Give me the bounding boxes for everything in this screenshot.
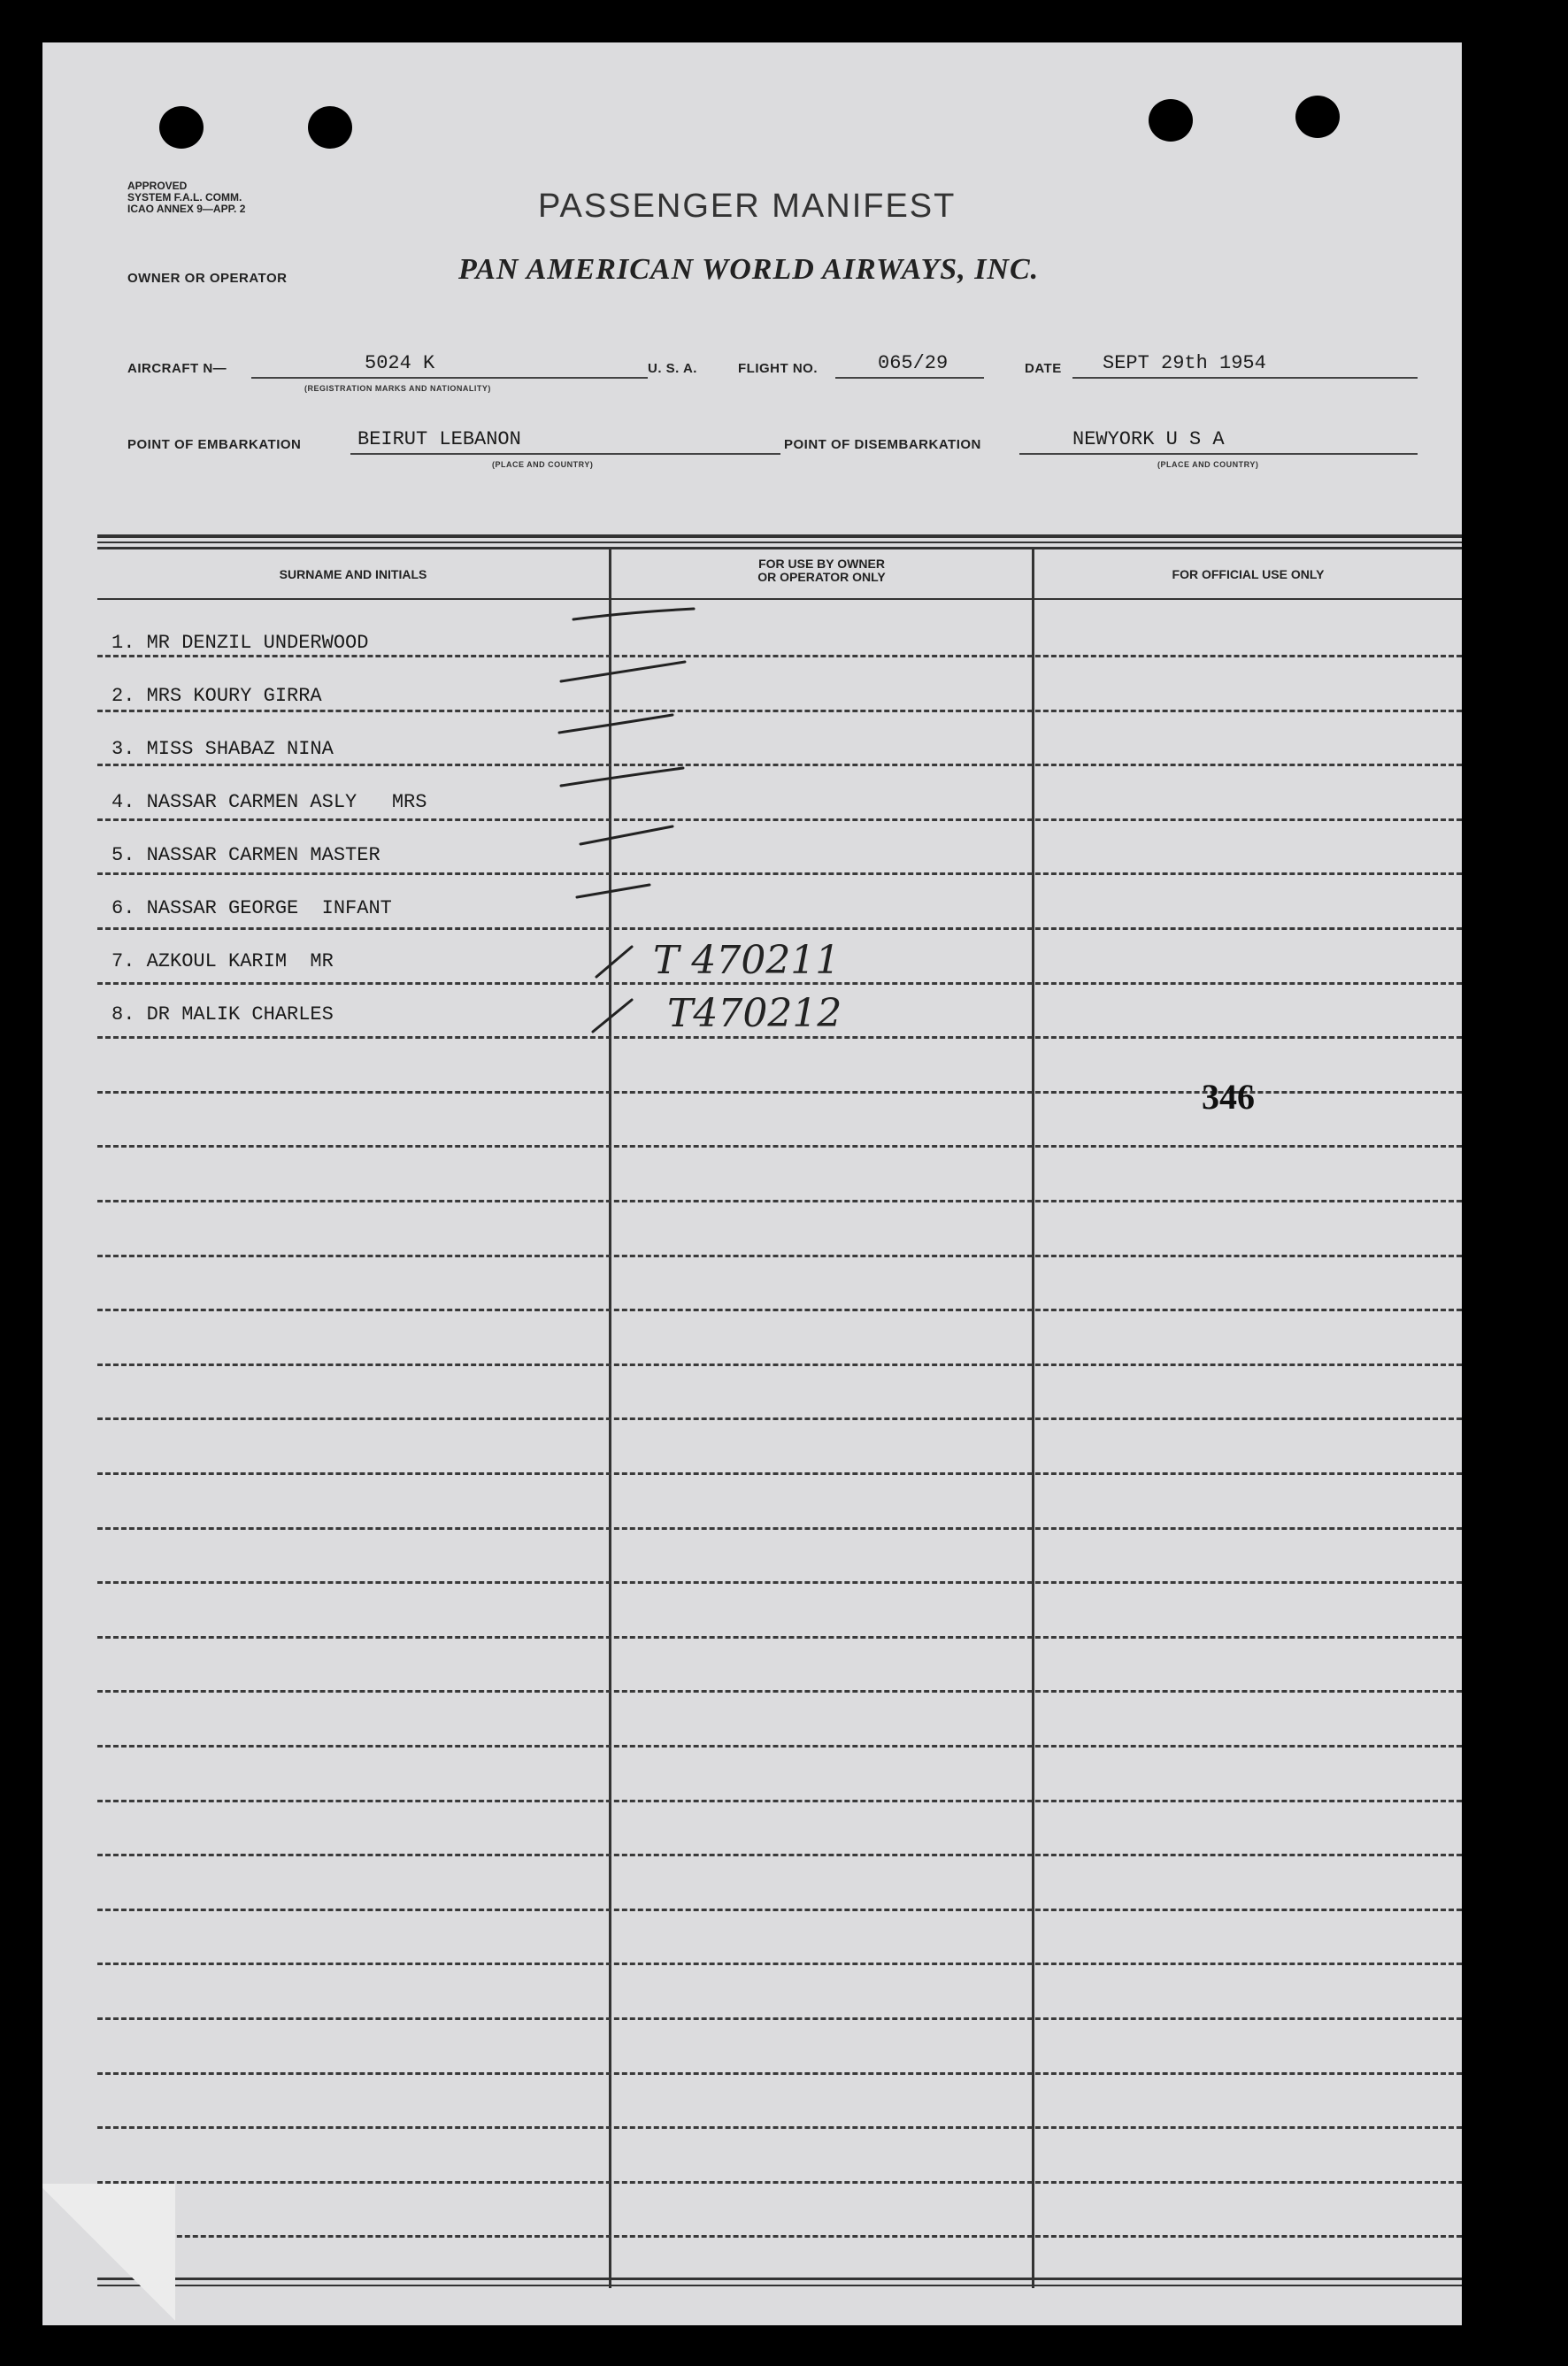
passenger-row: 5. NASSAR CARMEN MASTER (111, 844, 380, 866)
passenger-row: 7. AZKOUL KARIM MR (111, 950, 334, 972)
embark-label: POINT OF EMBARKATION (127, 437, 302, 452)
flight-label: FLIGHT NO. (738, 361, 818, 376)
passenger-row: 3. MISS SHABAZ NINA (111, 738, 334, 760)
operator-name: PAN AMERICAN WORLD AIRWAYS, INC. (458, 253, 1040, 286)
official-stamp: 346 (1202, 1077, 1255, 1117)
col-header-official: FOR OFFICIAL USE ONLY (1172, 567, 1325, 581)
usa-label: U. S. A. (648, 361, 697, 376)
check-mark (593, 1000, 632, 1032)
check-marks (42, 42, 1462, 2325)
check-mark (596, 947, 632, 977)
table-bottom-rule (97, 2278, 1462, 2280)
passenger-row: 4. NASSAR CARMEN ASLY MRS (111, 791, 427, 813)
check-mark (580, 826, 673, 844)
operator-note: T 470211 (653, 938, 841, 983)
check-mark (561, 768, 683, 786)
passenger-row: 6. NASSAR GEORGE INFANT (111, 897, 392, 919)
aircraft-value: 5024 K (365, 352, 435, 374)
form-title: PASSENGER MANIFEST (538, 188, 957, 225)
operator-note: T470212 (667, 991, 842, 1036)
passenger-row: 8. DR MALIK CHARLES (111, 1003, 334, 1026)
embark-value: BEIRUT LEBANON (357, 428, 521, 450)
embark-note: (PLACE AND COUNTRY) (492, 460, 594, 469)
table-bottom-rule (97, 2285, 1462, 2286)
passenger-row: 1. MR DENZIL UNDERWOOD (111, 632, 369, 654)
passenger-row: 2. MRS KOURY GIRRA (111, 685, 322, 707)
check-mark (559, 715, 673, 733)
check-mark (573, 609, 694, 619)
check-mark (561, 662, 685, 681)
registration-note: (REGISTRATION MARKS AND NATIONALITY) (304, 384, 491, 393)
folded-corner (42, 2184, 175, 2325)
approval-note: APPROVED SYSTEM F.A.L. COMM. ICAO ANNEX 9—APP. 2 (127, 180, 246, 215)
aircraft-label: AIRCRAFT N— (127, 361, 227, 376)
flight-value: 065/29 (878, 352, 949, 374)
manifest-sheet (42, 42, 1462, 2325)
owner-label: OWNER OR OPERATOR (127, 271, 288, 286)
col-header-operator: FOR USE BY OWNER OR OPERATOR ONLY (757, 557, 886, 584)
check-mark (577, 885, 649, 897)
disembark-label: POINT OF DISEMBARKATION (784, 437, 981, 452)
date-value: SEPT 29th 1954 (1103, 352, 1266, 374)
date-label: DATE (1025, 361, 1062, 376)
disembark-note: (PLACE AND COUNTRY) (1157, 460, 1259, 469)
col-header-surname: SURNAME AND INITIALS (279, 567, 427, 581)
disembark-value: NEWYORK U S A (1072, 428, 1225, 450)
